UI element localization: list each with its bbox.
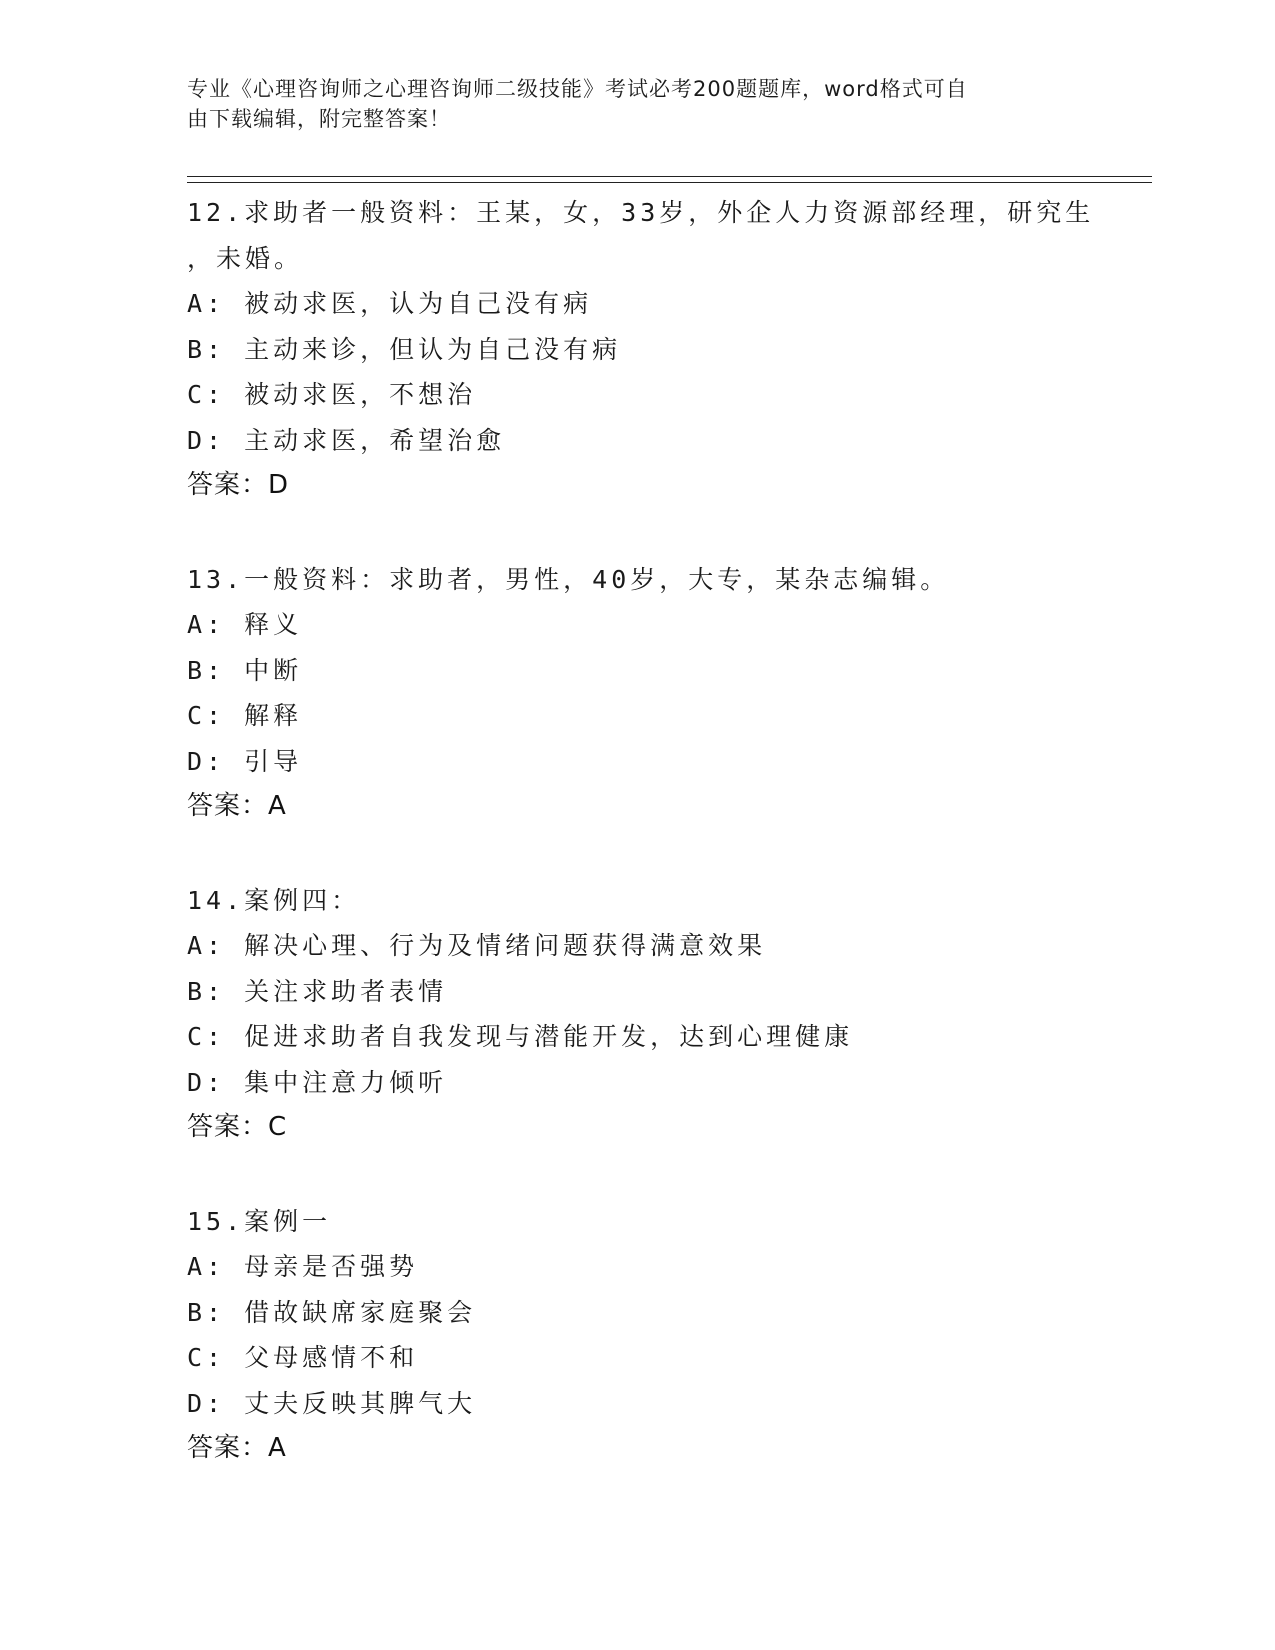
option-letter: B: [187,655,226,685]
option-b [187,969,1147,1015]
question-12 [187,190,1147,509]
answer-line: 答案：D [187,470,290,500]
option-text: 主动来诊，但认为自己没有病 [244,334,622,364]
header-divider-bottom [187,182,1152,183]
option-text: 解决心理、行为及情绪问题获得满意效果 [244,931,767,960]
question-stem: 12.求助者一般资料：王某，女，33岁，外企人力资源部经理，研究生 [187,198,1095,227]
question-13 [187,557,1147,830]
option-letter: A: [187,1252,226,1281]
option-letter: D: [187,1067,226,1097]
option-text: 借故缺席家庭聚会 [244,1297,477,1327]
answer-line: 答案：A [187,791,287,821]
option-text: 被动求医，不想治 [244,380,477,409]
option-letter: C: [187,1343,226,1372]
option-text: 集中注意力倾听 [244,1067,448,1097]
option-text: 解释 [244,701,303,730]
option-text: 丈夫反映其脾气大 [244,1388,477,1418]
option-letter: B: [187,1297,226,1327]
option-a [187,602,1147,648]
option-letter: C: [187,1022,226,1051]
option-text: 促进求助者自我发现与潜能开发，达到心理健康 [244,1022,854,1051]
option-letter: B: [187,334,226,364]
option-letter: D: [187,425,226,455]
option-b [187,648,1147,694]
question-14 [187,878,1147,1151]
question-stem: 14.案例四： [187,885,361,915]
question-15 [187,1199,1147,1472]
answer-line: 答案：A [187,1433,287,1463]
option-letter: D: [187,746,226,776]
option-text: 释义 [244,610,303,639]
option-text: 引导 [244,746,303,776]
option-letter: C: [187,701,226,730]
option-d [187,1060,1147,1106]
option-letter: A: [187,610,226,639]
question-list [187,190,1147,1472]
option-text: 被动求医，认为自己没有病 [244,289,593,318]
option-letter: D: [187,1388,226,1418]
option-b [187,1290,1147,1336]
question-stem-continued: ，未婚。 [187,243,304,273]
option-letter: C: [187,380,226,409]
option-c [187,1014,1147,1060]
header-line-2: 由下载编辑，附完整答案！ [187,107,451,131]
option-d [187,418,1147,464]
option-d [187,739,1147,785]
answer-line: 答案：C [187,1112,288,1142]
option-d [187,1381,1147,1427]
option-text: 父母感情不和 [244,1343,419,1372]
option-letter: B: [187,976,226,1006]
option-letter: A: [187,289,226,318]
question-stem: 13.一般资料：求助者，男性，40岁，大专，某杂志编辑。 [187,564,950,594]
question-stem: 15.案例一 [187,1206,332,1236]
option-c [187,1335,1147,1381]
option-b [187,327,1147,373]
option-c [187,693,1147,739]
option-letter: A: [187,931,226,960]
option-a [187,1244,1147,1290]
header-line-1: 专业《心理咨询师之心理咨询师二级技能》考试必考200题题库，word格式可自 [187,77,968,101]
header-divider-top [187,176,1152,177]
option-a [187,281,1147,327]
option-text: 关注求助者表情 [244,976,448,1006]
option-text: 母亲是否强势 [244,1252,419,1281]
option-text: 主动求医，希望治愈 [244,425,506,455]
document-header [187,74,1067,134]
option-a [187,923,1147,969]
option-c [187,372,1147,418]
option-text: 中断 [244,655,303,685]
